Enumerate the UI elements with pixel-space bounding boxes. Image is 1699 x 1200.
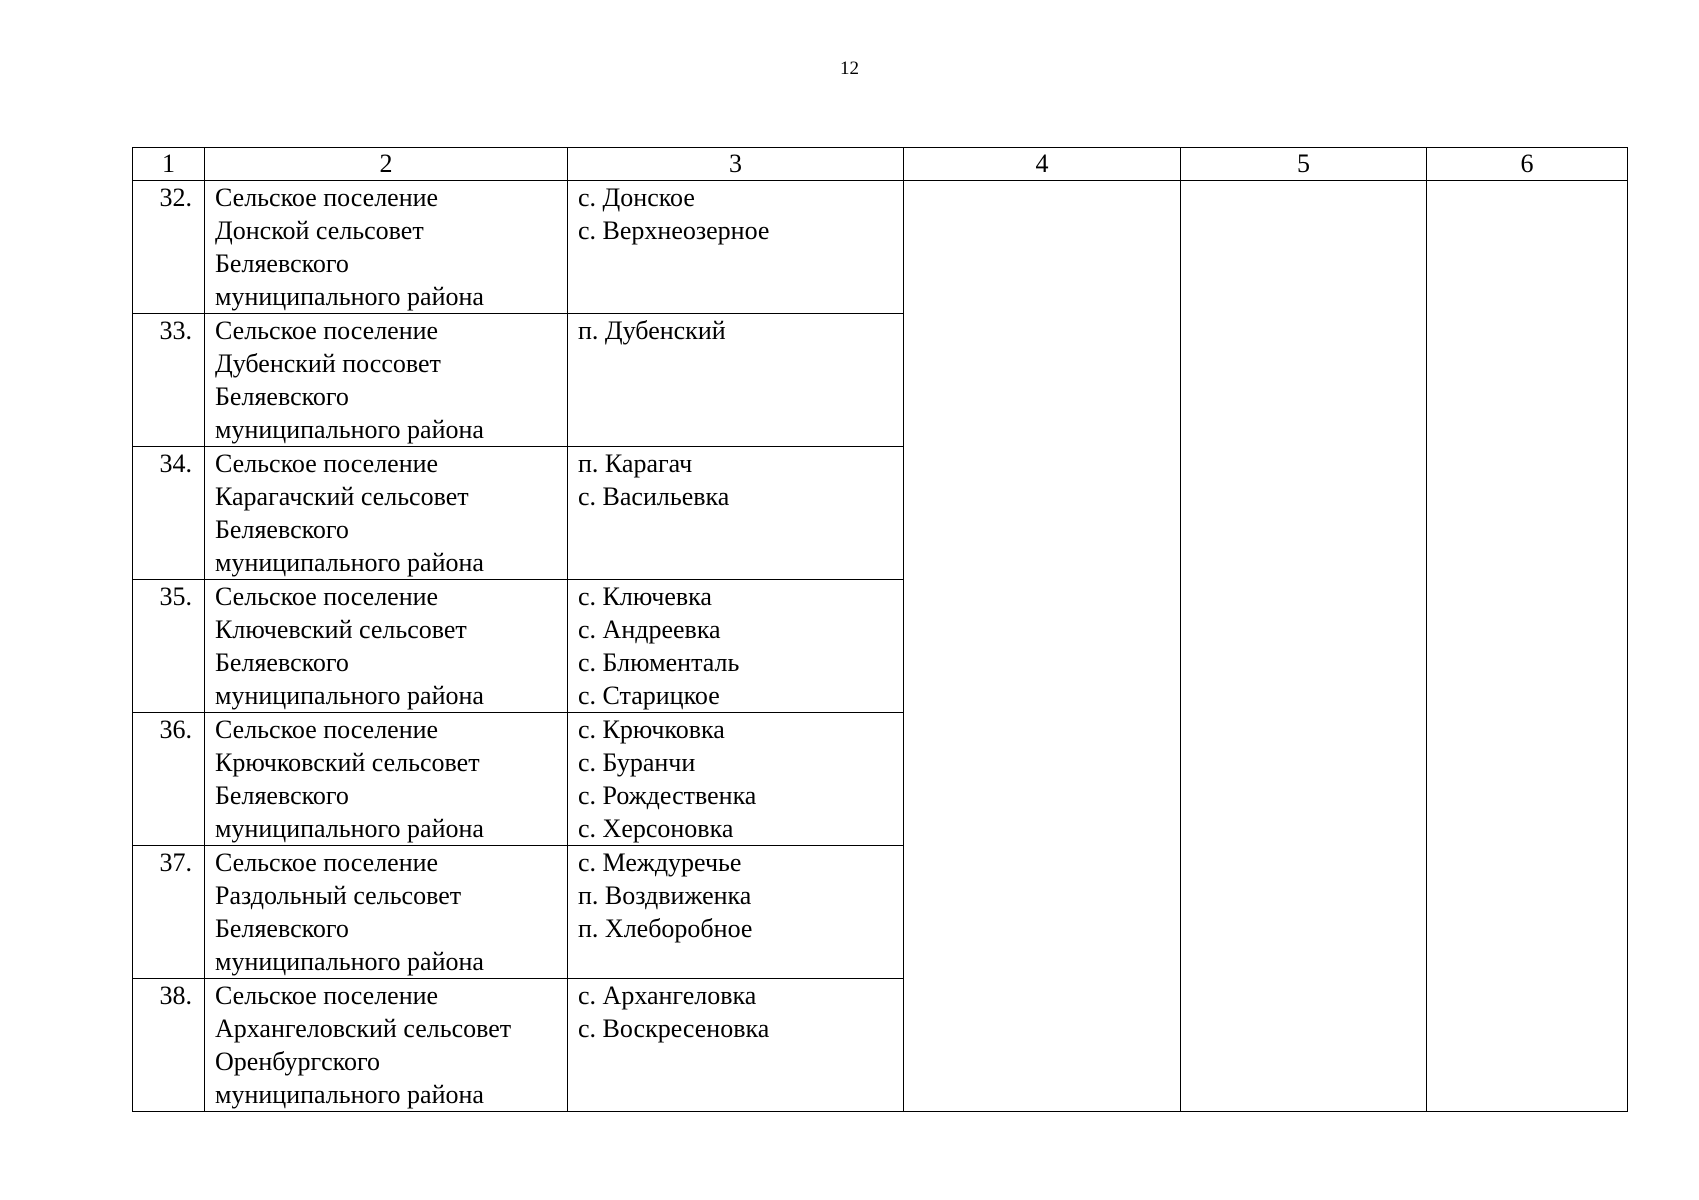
locality-line: п. Воздвиженка: [578, 881, 752, 910]
settlement-name-cell: [205, 713, 568, 846]
settlement-name-line: Беляевского: [215, 515, 349, 544]
column-header: 6: [1427, 148, 1628, 181]
locality-line: с. Рождественка: [578, 781, 757, 810]
settlement-name-line: Сельское поселение: [215, 981, 439, 1010]
settlement-name-cell: [205, 979, 568, 1112]
settlement-name-line: Дубенский поссовет: [215, 349, 441, 378]
settlement-name-line: муниципального района: [215, 814, 484, 843]
locality-line: с. Крючковка: [578, 715, 725, 744]
locality-line: с. Херсоновка: [578, 814, 734, 843]
localities-cell: [568, 580, 904, 713]
settlement-name-line: Беляевского: [215, 249, 349, 278]
settlement-name-line: Карагачский сельсовет: [215, 482, 469, 511]
settlements-table: [132, 147, 1628, 1112]
col5-cell: [1181, 181, 1427, 1112]
settlement-name-cell: [205, 846, 568, 979]
settlement-name-line: Раздольный сельсовет: [215, 881, 462, 910]
row-number: 35.: [133, 580, 205, 713]
settlement-name-line: Беляевского: [215, 914, 349, 943]
settlement-name-cell: [205, 580, 568, 713]
column-header: 1: [133, 148, 205, 181]
column-header: 2: [205, 148, 568, 181]
locality-line: с. Васильевка: [578, 482, 730, 511]
locality-line: с. Воскресеновка: [578, 1014, 770, 1043]
row-number: 34.: [133, 447, 205, 580]
settlement-name-line: Сельское поселение: [215, 715, 439, 744]
locality-line: п. Хлеборобное: [578, 914, 753, 943]
localities-cell: [568, 713, 904, 846]
locality-line: с. Верхнеозерное: [578, 216, 770, 245]
localities-cell: [568, 181, 904, 314]
header-row: [133, 148, 1628, 181]
locality-line: с. Старицкое: [578, 681, 720, 710]
locality-line: с. Блюменталь: [578, 648, 740, 677]
settlement-name-cell: [205, 447, 568, 580]
settlement-name-line: муниципального района: [215, 681, 484, 710]
locality-line: п. Дубенский: [578, 316, 726, 345]
settlement-name-line: Сельское поселение: [215, 316, 439, 345]
localities-cell: [568, 846, 904, 979]
settlement-name-line: Архангеловский сельсовет: [215, 1014, 512, 1043]
settlement-name-line: Беляевского: [215, 382, 349, 411]
localities-cell: [568, 979, 904, 1112]
col6-cell: [1427, 181, 1628, 1112]
locality-line: с. Архангеловка: [578, 981, 757, 1010]
settlement-name-line: Сельское поселение: [215, 183, 439, 212]
settlement-name-line: Крючковский сельсовет: [215, 748, 480, 777]
column-header: 4: [904, 148, 1181, 181]
settlement-name-line: Ключевский сельсовет: [215, 615, 467, 644]
settlement-name-line: Сельское поселение: [215, 449, 439, 478]
locality-line: с. Буранчи: [578, 748, 696, 777]
row-number: 37.: [133, 846, 205, 979]
settlement-name-line: муниципального района: [215, 947, 484, 976]
col4-cell: [904, 181, 1181, 1112]
locality-line: с. Андреевка: [578, 615, 721, 644]
settlement-name-line: Сельское поселение: [215, 848, 439, 877]
page-number: 12: [840, 58, 859, 79]
settlement-name-line: Донской сельсовет: [215, 216, 424, 245]
row-number: 36.: [133, 713, 205, 846]
settlement-name-line: муниципального района: [215, 282, 484, 311]
settlement-name-line: Сельское поселение: [215, 582, 439, 611]
locality-line: п. Карагач: [578, 449, 693, 478]
settlement-name-line: Беляевского: [215, 781, 349, 810]
table-row: [133, 181, 1628, 314]
locality-line: с. Ключевка: [578, 582, 712, 611]
locality-line: с. Междуречье: [578, 848, 742, 877]
settlement-name-line: муниципального района: [215, 1080, 484, 1109]
localities-cell: [568, 447, 904, 580]
settlement-name-line: Беляевского: [215, 648, 349, 677]
settlement-name-line: Оренбургского: [215, 1047, 381, 1076]
settlement-name-cell: [205, 181, 568, 314]
locality-line: с. Донское: [578, 183, 695, 212]
settlement-name-line: муниципального района: [215, 415, 484, 444]
column-header: 3: [568, 148, 904, 181]
row-number: 32.: [133, 181, 205, 314]
row-number: 38.: [133, 979, 205, 1112]
localities-cell: [568, 314, 904, 447]
row-number: 33.: [133, 314, 205, 447]
column-header: 5: [1181, 148, 1427, 181]
settlement-name-cell: [205, 314, 568, 447]
settlement-name-line: муниципального района: [215, 548, 484, 577]
